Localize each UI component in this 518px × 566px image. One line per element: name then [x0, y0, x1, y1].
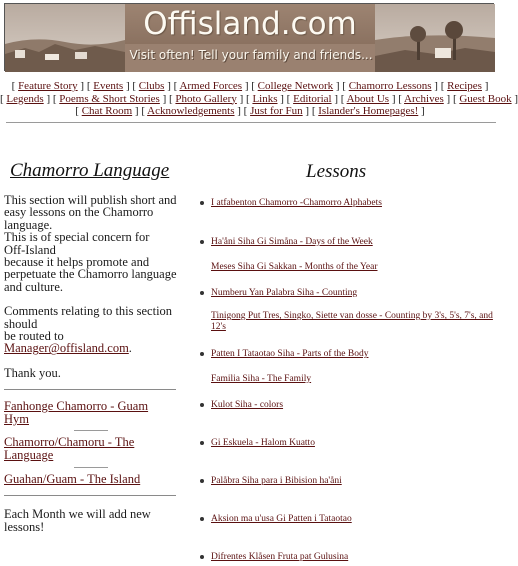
short-divider: [74, 430, 108, 431]
short-divider: [74, 467, 108, 468]
nav-bracket: [: [11, 80, 19, 92]
lesson-link[interactable]: Numberu Yan Palabra Siha - Counting: [211, 288, 358, 298]
link-guam-island-line1: Guahan/Guam - The Island: [4, 471, 141, 486]
nav-divider: [6, 122, 496, 123]
left-divider: [4, 389, 176, 390]
left-divider: [4, 495, 176, 496]
email-suffix: .: [128, 341, 132, 356]
lesson-link[interactable]: Tinigong Put Tres, Singko, Siette van dosse - Counting by 3's, 5's, 7's, and 12's: [211, 311, 493, 332]
nav-link-editorial[interactable]: Editorial: [293, 92, 332, 105]
lesson-item: [211, 476, 496, 487]
intro-line: perpetuate the Chamorro language: [4, 267, 177, 282]
nav-bracket: ]: [389, 92, 396, 105]
nav-bracket: ]: [277, 92, 284, 105]
section-heading: Chamorro Language: [10, 160, 170, 181]
nav-bracket: [: [339, 80, 349, 92]
bullet-icon: [200, 201, 204, 205]
lesson-link[interactable]: Patten I Tataotao Siha - Parts of the Body: [211, 349, 369, 359]
bullet-icon: [200, 240, 204, 244]
lesson-item: [211, 400, 496, 411]
nav-bracket: ]: [236, 92, 244, 105]
email-line: [4, 342, 182, 354]
nav-bracket: [: [437, 80, 448, 92]
lesson-item: [211, 438, 496, 449]
lesson-item: [211, 237, 496, 248]
lesson-item: [211, 552, 496, 563]
nav-bracket: ]: [132, 105, 139, 117]
monthly-note-line2: lessons!: [4, 519, 45, 534]
nav-bracket: ]: [234, 105, 241, 117]
nav-bracket: [: [309, 105, 319, 117]
left-column: [4, 160, 182, 533]
lesson-link[interactable]: Meses Siha Gi Sakkan - Months of the Year: [211, 262, 378, 272]
nav-bracket: [: [450, 92, 460, 105]
nav-link-armed-forces[interactable]: Armed Forces: [179, 80, 243, 92]
nav-link-recipes[interactable]: Recipes: [447, 80, 482, 92]
bullet-icon: [200, 403, 204, 407]
nav-bracket: ]: [333, 80, 340, 92]
nav-bracket: [: [75, 105, 82, 117]
intro-line: and culture.: [4, 279, 64, 294]
lesson-link[interactable]: I atfabenton Chamorro -Chamorro Alphabets: [211, 198, 382, 208]
site-banner: [4, 3, 494, 71]
link-guam-hymn[interactable]: [4, 400, 182, 425]
main-navigation: [0, 80, 518, 118]
bullet-icon: [200, 352, 204, 356]
nav-bracket: [: [50, 92, 60, 105]
bullet-icon: [200, 479, 204, 483]
lesson-item: [211, 349, 496, 360]
lesson-item: [211, 374, 496, 385]
nav-bracket: [: [283, 92, 294, 105]
monthly-note: [4, 508, 182, 533]
link-guam-island[interactable]: [4, 473, 182, 486]
comments-line: be routed to: [4, 329, 64, 344]
nav-bracket: [: [395, 92, 405, 105]
nav-link-chamorro-lessons[interactable]: Chamorro Lessons: [348, 80, 432, 92]
nav-link-photo-gallery[interactable]: Photo Gallery: [175, 92, 237, 105]
nav-bracket: ]: [242, 80, 249, 92]
bullet-icon: [200, 441, 204, 445]
lesson-item: [211, 311, 496, 333]
nav-bracket: [: [84, 80, 94, 92]
nav-bracket: ]: [164, 80, 171, 92]
nav-bracket: [: [166, 92, 176, 105]
nav-bracket: [: [170, 80, 180, 92]
nav-row: [0, 80, 500, 93]
link-guam-hymn-line1: Fanhonge Chamorro - Guam: [4, 399, 149, 414]
nav-link-legends[interactable]: Legends: [6, 92, 44, 105]
nav-bracket: ]: [511, 92, 518, 105]
nav-link-poems-short-stories[interactable]: Poems & Short Stories: [59, 92, 160, 105]
nav-bracket: ]: [123, 80, 130, 92]
nav-link-acknowledgements[interactable]: Acknowledgements: [147, 105, 235, 117]
link-guam-hymn-line2: Hym: [4, 411, 29, 426]
monthly-note-line1: Each Month we will add new: [4, 507, 151, 522]
lesson-item: [211, 288, 496, 299]
nav-bracket: [: [243, 92, 253, 105]
comments-text: [4, 305, 182, 342]
nav-bracket: [: [138, 105, 148, 117]
lesson-item: [211, 198, 496, 209]
nav-bracket: [: [129, 80, 139, 92]
thank-you-text: Thank you.: [4, 365, 61, 380]
nav-bracket: ]: [331, 92, 339, 105]
intro-line: because it helps promote and: [4, 255, 150, 270]
intro-line: language.: [4, 217, 53, 232]
link-chamorro-language-line1: Chamorro/Chamoru - The: [4, 435, 135, 450]
nav-link-feature-story[interactable]: Feature Story: [18, 80, 78, 92]
intro-line: This is of special concern for: [4, 230, 150, 245]
lessons-heading: Lessons: [306, 161, 367, 182]
lesson-link[interactable]: Kulot Siha - colors: [211, 400, 284, 410]
nav-bracket: ]: [481, 80, 489, 92]
link-chamorro-language-line2: Language: [4, 448, 54, 463]
comments-line: Comments relating to this section: [4, 304, 173, 319]
nav-bracket: ]: [159, 92, 167, 105]
intro-text: [4, 194, 182, 293]
site-logo: Offisland.com: [143, 6, 357, 42]
lesson-item: [211, 262, 496, 273]
nav-bracket: ]: [43, 92, 51, 105]
intro-line: easy lessons on the Chamorro: [4, 205, 154, 220]
bullet-icon: [200, 517, 204, 521]
nav-link-chat-room[interactable]: Chat Room: [81, 105, 133, 117]
lesson-item: [211, 514, 496, 525]
nav-link-about-us[interactable]: About Us: [346, 92, 390, 105]
nav-bracket: ]: [77, 80, 85, 92]
nav-link-islander-s-homepages[interactable]: Islander's Homepages!: [318, 105, 419, 117]
nav-bracket: ]: [302, 105, 310, 117]
lesson-link[interactable]: Palåbra Siha para i Bibision ha'åni: [211, 476, 342, 486]
nav-link-links[interactable]: Links: [252, 92, 278, 105]
lesson-link[interactable]: Aksion ma u'usa Gi Patten i Tataotao: [211, 514, 352, 524]
nav-bracket: ]: [443, 92, 451, 105]
nav-row: [0, 92, 518, 106]
bullet-icon: [200, 555, 204, 559]
intro-line: This section will publish short and: [4, 193, 177, 207]
nav-link-just-for-fun[interactable]: Just for Fun: [250, 105, 303, 117]
bullet-icon: [200, 291, 204, 295]
intro-line: Off-Island: [4, 242, 56, 257]
nav-bracket: ]: [418, 105, 425, 117]
nav-link-archives[interactable]: Archives: [404, 92, 444, 105]
lesson-link[interactable]: Gi Eskuela - Halom Kuatto: [211, 438, 315, 448]
nav-link-events[interactable]: Events: [93, 80, 124, 92]
nav-bracket: [: [240, 105, 251, 117]
site-tagline: Visit often! Tell your family and friends...: [129, 48, 373, 62]
email-link[interactable]: Manager@offisland.com: [4, 341, 129, 356]
nav-row: [0, 105, 500, 118]
nav-link-college-network[interactable]: College Network: [257, 80, 334, 92]
nav-bracket: ]: [431, 80, 438, 92]
nav-link-clubs[interactable]: Clubs: [138, 80, 165, 92]
lesson-link[interactable]: Familia Siha - The Family: [211, 374, 312, 384]
nav-bracket: [: [0, 92, 7, 105]
nav-bracket: [: [338, 92, 347, 105]
lesson-link[interactable]: Difrentes Klåsen Fruta pat Gulusina: [211, 552, 349, 562]
nav-link-guest-book[interactable]: Guest Book: [459, 92, 512, 105]
lesson-link[interactable]: Ha'åni Siha Gi Simåna - Days of the Week: [211, 237, 373, 247]
link-chamorro-language[interactable]: [4, 436, 182, 461]
comments-line: should: [4, 316, 38, 331]
nav-bracket: [: [248, 80, 258, 92]
